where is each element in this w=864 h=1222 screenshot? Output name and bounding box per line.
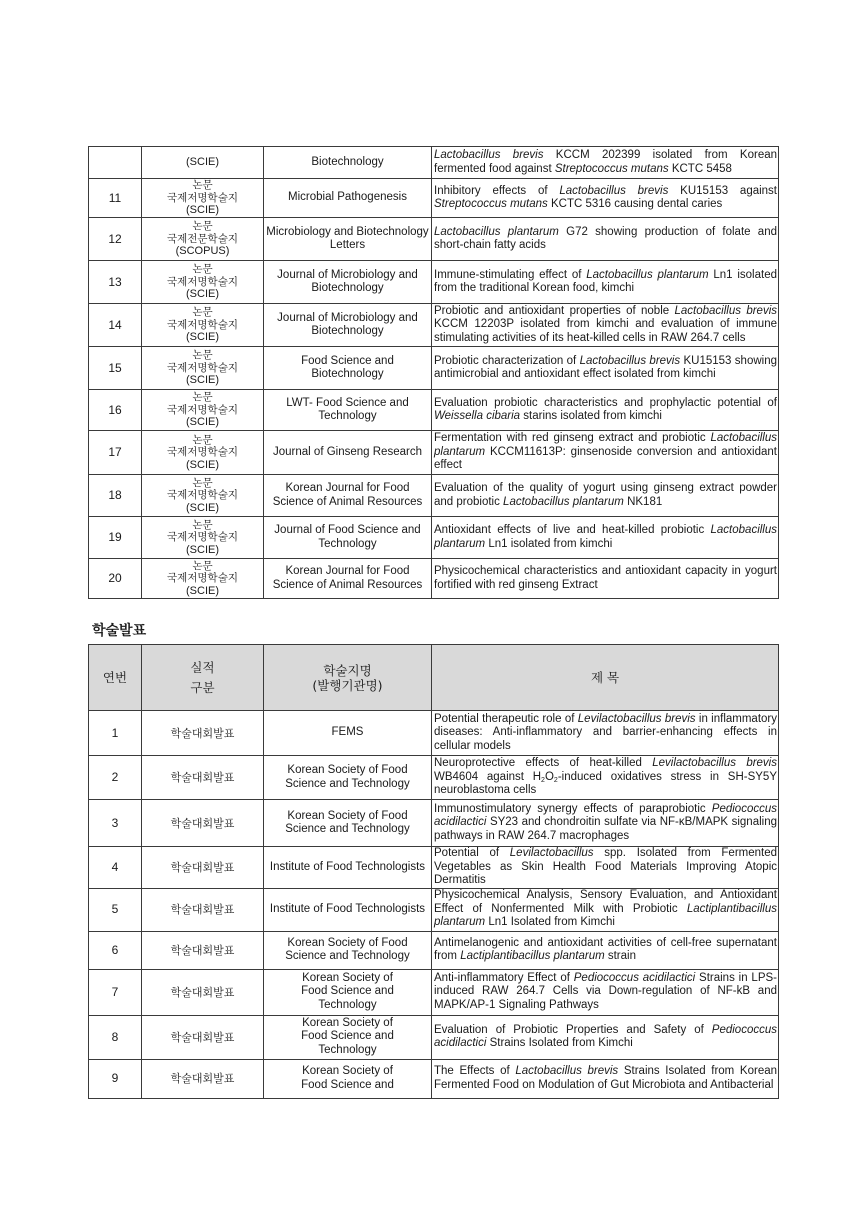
header-title: 제 목 (432, 645, 779, 711)
presentation-title (432, 847, 779, 889)
paper-type (142, 517, 264, 559)
paper-type (142, 390, 264, 431)
title-text: Immune-stimulating effect of (434, 268, 587, 281)
subscript: 2 (541, 776, 545, 784)
presentation-type: 학술대회발표 (142, 800, 264, 847)
presentation-row (89, 888, 779, 931)
title-text: Strains Isolated from Kimchi (486, 1037, 633, 1049)
presentation-type: 학술대회발표 (142, 756, 264, 800)
paper-row (89, 475, 779, 517)
species-name: Lactiplantibacillus plantarum (434, 902, 777, 929)
presentation-number: 5 (89, 888, 142, 931)
paper-type-line: (SCIE) (186, 288, 219, 301)
title-text: NK181 (623, 495, 663, 508)
title-text: Antioxidant effects of live and heat-killed probiotic (434, 524, 711, 536)
title-text: Antimelanogenic and antioxidant activities of cell-free supernatant from (434, 936, 777, 962)
presentation-society: Korean Society of Food Science and Technology (264, 800, 432, 847)
title-text: Fermentation with red ginseng extract and probiotic (434, 432, 711, 445)
presentation-number: 9 (89, 1059, 142, 1098)
presentation-society: Korean Society of Food Science and Technology (264, 969, 432, 1015)
species-name: Streptococcus mutans (434, 198, 548, 210)
paper-type-line: (SCIE) (186, 331, 219, 344)
presentation-title (432, 969, 779, 1015)
paper-number: 14 (89, 304, 142, 347)
paper-type-line: 국제저명학술지 (166, 191, 238, 204)
presentations-header-row (89, 645, 779, 711)
paper-type-line: (SCIE) (186, 156, 219, 169)
paper-type-line: 국제전문학술지 (166, 232, 238, 245)
title-text: in inflammatory diseases: Anti-inflammatory and barrier-enhancing effects in cellular models (434, 712, 777, 752)
title-text: Strains Isolated from Korean Fermented Food on Modulation of Gut Microbiota and Antibacterial (434, 1065, 778, 1091)
paper-type-line: 논문 (192, 220, 213, 233)
paper-title (432, 475, 779, 517)
paper-number: 20 (89, 559, 142, 599)
paper-type-line: 논문 (192, 518, 213, 531)
presentation-society: Korean Society of Food Science and Technology (264, 756, 432, 800)
paper-type-line: 국제저명학술지 (166, 318, 238, 331)
paper-type (142, 559, 264, 599)
paper-row (89, 390, 779, 431)
presentation-title (432, 711, 779, 756)
paper-row (89, 147, 779, 179)
title-text: KCTC 5458 (668, 162, 732, 175)
title-text: -induced oxidatives stress in SH-SY5Y neuroblastoma cells (434, 770, 777, 797)
presentation-row (89, 931, 779, 969)
paper-row (89, 304, 779, 347)
paper-row (89, 347, 779, 390)
species-name: Pediococcus acidilactici (434, 1023, 777, 1049)
paper-number: 13 (89, 261, 142, 304)
presentation-society: Institute of Food Technologists (264, 847, 432, 889)
header-no: 연번 (89, 645, 142, 711)
title-text: Ln1 isolated from kimchi (485, 537, 613, 550)
species-name: Lactobacillus plantarum (434, 225, 559, 238)
paper-type (142, 261, 264, 304)
species-name: Lactobacillus plantarum (503, 495, 624, 508)
paper-row (89, 218, 779, 261)
paper-row (89, 517, 779, 559)
paper-type-line: 국제저명학술지 (166, 446, 238, 459)
title-text: KCTC 5316 causing dental caries (547, 198, 723, 210)
title-text: The Effects of (434, 1065, 516, 1077)
presentation-number: 4 (89, 847, 142, 889)
paper-type (142, 431, 264, 475)
presentation-society: Korean Society of Food Science and Technology (264, 931, 432, 969)
paper-type-line: 논문 (192, 306, 213, 319)
paper-journal: Journal of Microbiology and Biotechnology (264, 304, 432, 347)
paper-journal: Journal of Food Science and Technology (264, 517, 432, 559)
paper-type-line: (SCIE) (186, 204, 219, 217)
title-text: Potential of (434, 847, 510, 859)
title-text: strain (604, 950, 636, 962)
paper-type (142, 347, 264, 390)
species-name: Levilactobacillus brevis (652, 757, 777, 770)
presentation-number: 7 (89, 969, 142, 1015)
presentation-number: 1 (89, 711, 142, 756)
paper-title (432, 517, 779, 559)
title-text: SY23 and chondroitin sulfate via NF-κB/MAPK signaling pathways in RAW 264.7 macrophages (434, 816, 777, 842)
presentation-row (89, 1059, 779, 1098)
paper-row (89, 261, 779, 304)
presentation-type: 학술대회발표 (142, 931, 264, 969)
species-name: Lactobacillus brevis (515, 1065, 619, 1077)
paper-title (432, 559, 779, 599)
paper-row (89, 179, 779, 218)
title-text: KCCM 202399 isolated from Korean fermented food against (434, 149, 778, 175)
presentation-number: 6 (89, 931, 142, 969)
paper-type-line: (SCIE) (186, 501, 219, 514)
presentation-title (432, 931, 779, 969)
title-text: Anti-inflammatory Effect of (434, 971, 574, 984)
title-text: Evaluation probiotic characteristics and prophylactic potential of (434, 396, 777, 409)
paper-type-line: 논문 (192, 476, 213, 489)
paper-title (432, 347, 779, 390)
paper-type (142, 475, 264, 517)
presentation-type: 학술대회발표 (142, 1015, 264, 1059)
paper-title (432, 390, 779, 431)
title-text: Inhibitory effects of (434, 184, 560, 197)
header-type (142, 645, 264, 711)
paper-type-line: 논문 (192, 391, 213, 404)
title-text: Probiotic characterization of (434, 354, 580, 367)
paper-title (432, 179, 779, 218)
paper-type-line: 논문 (192, 179, 213, 192)
presentation-row (89, 1015, 779, 1059)
paper-title (432, 218, 779, 261)
title-text: Physicochemical Analysis, Sensory Evaluation, and Antioxidant Effect of Nonfermented Milk with Probiotic (434, 889, 777, 915)
paper-row (89, 431, 779, 475)
paper-type-line: 국제저명학술지 (166, 275, 238, 288)
paper-number (89, 147, 142, 179)
paper-title (432, 304, 779, 347)
presentation-society: Korean Society of Food Science and Technology (264, 1015, 432, 1059)
species-name: Lactobacillus plantarum (434, 524, 777, 550)
paper-type-line: (SCOPUS) (175, 245, 230, 258)
header-type-line1: 실적 (190, 659, 215, 675)
presentation-type: 학술대회발표 (142, 888, 264, 931)
species-name: Lactobacillus brevis (559, 184, 669, 197)
species-name: Lactobacillus plantarum (586, 268, 709, 281)
presentation-row (89, 847, 779, 889)
paper-row (89, 559, 779, 599)
presentation-row (89, 800, 779, 847)
title-text: Ln1 Isolated from Kimchi (485, 916, 615, 929)
paper-title (432, 261, 779, 304)
paper-type-line: 논문 (192, 349, 213, 362)
presentation-row (89, 969, 779, 1015)
paper-journal: Journal of Microbiology and Biotechnology (264, 261, 432, 304)
species-name: Lactiplantibacillus plantarum (460, 950, 605, 962)
paper-number: 19 (89, 517, 142, 559)
presentation-title (432, 800, 779, 847)
presentation-number: 2 (89, 756, 142, 800)
paper-number: 18 (89, 475, 142, 517)
presentation-society: FEMS (264, 711, 432, 756)
title-text: G72 showing production of folate and short-chain fatty acids (434, 225, 777, 251)
presentation-type: 학술대회발표 (142, 847, 264, 889)
species-name: Levilactobacillus (509, 847, 594, 859)
species-name: Streptococcus mutans (554, 162, 669, 175)
paper-journal: Food Science and Biotechnology (264, 347, 432, 390)
paper-number: 15 (89, 347, 142, 390)
paper-number: 17 (89, 431, 142, 475)
header-journal-line2: (발행기관명) (312, 677, 383, 693)
title-text: Potential therapeutic role of (434, 712, 578, 725)
title-text: Ln1 isolated from the traditional Korean food, kimchi (434, 268, 777, 294)
paper-journal: Journal of Ginseng Research (264, 431, 432, 475)
paper-type-line: 국제저명학술지 (166, 531, 238, 544)
paper-type-line: 논문 (192, 559, 213, 572)
species-name: Lactobacillus brevis (674, 304, 778, 317)
presentation-type: 학술대회발표 (142, 1059, 264, 1098)
title-text: KCCM11613P: ginsenoside conversion and antioxidant effect (434, 445, 777, 472)
presentations-table (88, 644, 779, 1099)
paper-number: 12 (89, 218, 142, 261)
title-text: Evaluation of the quality of yogurt using ginseng extract powder and probiotic (434, 482, 777, 508)
papers-table-body (89, 147, 779, 599)
paper-journal: Biotechnology (264, 147, 432, 179)
title-text: spp. Isolated from Fermented Vegetables as Skin Health Food Materials Improving Atopic Dermatitis (434, 847, 778, 886)
papers-table (88, 146, 779, 599)
paper-type-line: (SCIE) (186, 584, 219, 597)
title-text: Evaluation of Probiotic Properties and Safety of (434, 1023, 712, 1036)
paper-type-line: (SCIE) (186, 543, 219, 556)
paper-number: 11 (89, 179, 142, 218)
paper-number: 16 (89, 390, 142, 431)
species-name: Lactobacillus brevis (434, 149, 544, 161)
title-text: Strains in LPS-induced RAW 264.7 Cells via Down-regulation of NF-kB and MAPK/AP-1 Signaling Pathways (434, 971, 777, 1011)
section-title-presentations: 학술발표 (92, 623, 147, 639)
paper-type-line: 논문 (192, 433, 213, 446)
paper-type (142, 179, 264, 218)
presentation-row (89, 711, 779, 756)
title-text: Physicochemical characteristics and antioxidant capacity in yogurt fortified with red ginseng Extract (434, 565, 777, 591)
paper-type-line: 국제저명학술지 (166, 572, 238, 585)
presentation-title (432, 888, 779, 931)
paper-type-line: 국제저명학술지 (166, 403, 238, 416)
title-text: Immunostimulatory synergy effects of paraprobiotic (434, 802, 712, 815)
title-text: Probiotic and antioxidant properties of noble (434, 304, 675, 317)
presentation-title (432, 756, 779, 800)
species-name: Weissella cibaria (434, 410, 521, 422)
presentations-table-body (89, 711, 779, 1099)
presentation-type: 학술대회발표 (142, 969, 264, 1015)
title-text: KU15153 showing antimicrobial and antioxidant effect isolated from kimchi (434, 354, 777, 380)
presentation-society: Korean Society of Food Science and (264, 1059, 432, 1098)
paper-journal: Korean Journal for Food Science of Animal Resources (264, 559, 432, 599)
paper-journal: Microbial Pathogenesis (264, 179, 432, 218)
subscript: 2 (553, 776, 558, 784)
title-text: Neuroprotective effects of heat-killed (434, 757, 653, 770)
species-name: Pediococcus acidilactici (434, 802, 777, 829)
header-type-line2: 구분 (190, 679, 215, 695)
presentation-row (89, 756, 779, 800)
paper-type-line: 국제저명학술지 (166, 489, 238, 502)
paper-journal: Korean Journal for Food Science of Animal Resources (264, 475, 432, 517)
title-text: WB4604 against H (434, 770, 542, 783)
species-name: Lactobacillus brevis (579, 354, 681, 367)
paper-title (432, 147, 779, 179)
species-name: Lactobacillus plantarum (434, 432, 777, 458)
header-journal-line1: 학술지명 (323, 662, 372, 678)
paper-type (142, 304, 264, 347)
species-name: Pediococcus acidilactici (573, 971, 696, 984)
title-text: starins isolated from kimchi (520, 410, 662, 422)
paper-title (432, 431, 779, 475)
title-text: KU15153 against (668, 184, 778, 197)
presentation-type: 학술대회발표 (142, 711, 264, 756)
paper-type-line: (SCIE) (186, 458, 219, 471)
presentation-title (432, 1015, 779, 1059)
header-journal (264, 645, 432, 711)
title-text: O (544, 770, 554, 783)
paper-type-line: (SCIE) (186, 416, 219, 429)
paper-type-line: 국제저명학술지 (166, 361, 238, 374)
presentation-number: 3 (89, 800, 142, 847)
presentation-society: Institute of Food Technologists (264, 888, 432, 931)
species-name: Levilactobacillus brevis (577, 712, 696, 725)
presentation-title (432, 1059, 779, 1098)
paper-type-line: 논문 (192, 263, 213, 276)
presentation-number: 8 (89, 1015, 142, 1059)
paper-journal: LWT- Food Science and Technology (264, 390, 432, 431)
paper-journal: Microbiology and Biotechnology Letters (264, 218, 432, 261)
paper-type (142, 147, 264, 179)
paper-type-line: (SCIE) (186, 374, 219, 387)
paper-type (142, 218, 264, 261)
title-text: KCCM 12203P isolated from kimchi and evaluation of immune stimulating activities of its heat-killed cells in RAW 264.7 cells (434, 318, 777, 344)
